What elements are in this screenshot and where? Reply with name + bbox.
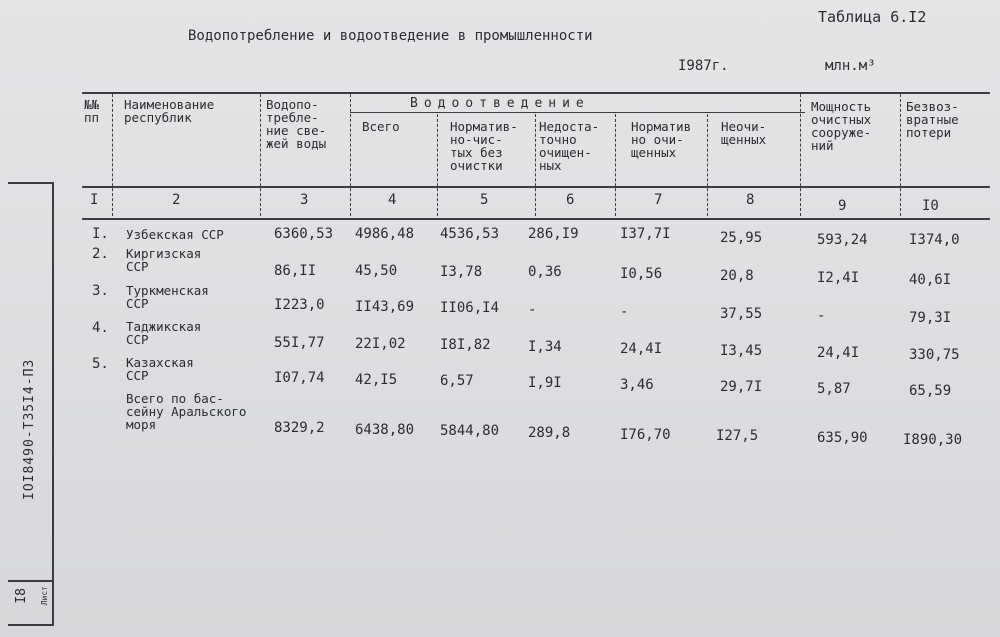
table-cell: 593,24 [817, 232, 868, 248]
table-cell: 3,46 [620, 377, 654, 393]
numbers-bottom-rule [82, 218, 990, 220]
table-cell: 86,II [274, 263, 317, 279]
col-sep [260, 94, 262, 216]
header-col-4: Всего [362, 119, 400, 134]
col-number: 6 [566, 192, 575, 208]
republic-name: Киргизская ССР [126, 246, 202, 274]
table-cell: I8I,82 [440, 337, 491, 353]
table-cell: 24,4I [620, 341, 663, 357]
table-cell: 42,I5 [355, 372, 398, 388]
table-cell: 55I,77 [274, 335, 325, 351]
table-cell: I37,7I [620, 226, 671, 242]
sheet-label: Лист [40, 586, 49, 606]
table-cell: 40,6I [909, 272, 952, 288]
table-cell: I0,56 [620, 266, 663, 282]
col-sep [615, 114, 617, 216]
table-number: Таблица 6.I2 [818, 8, 927, 26]
total-label: Всего по бас- сейну Аральского моря [126, 391, 247, 432]
table-cell: II43,69 [355, 299, 415, 315]
row-number: 2. [92, 246, 109, 262]
table-top-rule [82, 92, 990, 94]
col-number: 5 [480, 192, 489, 208]
col-sep [900, 94, 902, 216]
col-sep [437, 114, 439, 216]
republic-name: Узбекская ССР [126, 227, 224, 242]
col-number: I0 [922, 198, 939, 214]
document-code: IOI8490-Т35I4-ПЗ [22, 358, 37, 500]
row-number: 4. [92, 320, 109, 336]
republic-name: Таджикская ССР [126, 319, 202, 347]
table-cell-total: I76,70 [620, 427, 671, 443]
col-number: I [90, 192, 99, 208]
table-cell-total: 8329,2 [274, 420, 325, 436]
table-cell: 29,7I [720, 379, 763, 395]
table-cell-total: 635,90 [817, 430, 868, 446]
table-cell: I2,4I [817, 270, 860, 286]
table-cell: 6360,53 [274, 226, 334, 242]
header-col-3: Водопо- требле- ние све- жей воды [266, 97, 327, 151]
table-cell: 37,55 [720, 306, 763, 322]
header-col-1: №№ пп [84, 97, 100, 125]
col-sep [112, 94, 114, 216]
table-cell: 6,57 [440, 373, 474, 389]
table-cell-total: 289,8 [528, 425, 571, 441]
table-cell: - [528, 302, 537, 318]
table-cell: 330,75 [909, 347, 960, 363]
table-cell: 45,50 [355, 263, 398, 279]
year-label: I987г. [678, 58, 729, 74]
header-col-10: Безвоз- вратные потери [906, 99, 959, 140]
table-cell: I374,0 [909, 232, 960, 248]
header-col-7: Норматив но очи- щенных [631, 119, 692, 160]
republic-name: Казахская ССР [126, 355, 194, 383]
col-number: 4 [388, 192, 397, 208]
header-group-drainage: Водоотведение [410, 96, 590, 111]
col-sep [707, 114, 709, 216]
header-col-6: Недоста- точно очищен- ных [539, 119, 600, 173]
table-cell: 24,4I [817, 345, 860, 361]
table-cell: 25,95 [720, 230, 763, 246]
col-sep [350, 94, 352, 216]
table-cell: 22I,02 [355, 336, 406, 352]
table-cell: I,9I [528, 375, 562, 391]
table-cell-total: I27,5 [716, 428, 759, 444]
table-cell: 0,36 [528, 264, 562, 280]
col-number: 3 [300, 192, 309, 208]
table-cell: 5,87 [817, 381, 851, 397]
table-cell: II06,I4 [440, 300, 500, 316]
table-cell: - [817, 308, 826, 324]
col-sep [535, 114, 537, 216]
row-number: I. [92, 226, 109, 242]
row-number: 3. [92, 283, 109, 299]
table-cell: I3,78 [440, 264, 483, 280]
table-cell-total: 5844,80 [440, 423, 500, 439]
table-cell: I07,74 [274, 370, 325, 386]
col-number: 8 [746, 192, 755, 208]
table-cell-total: I890,30 [903, 432, 963, 448]
sheet-number: I8 [14, 588, 29, 604]
table-cell: I3,45 [720, 343, 763, 359]
unit-label: млн.м³ [825, 58, 876, 74]
table-cell: I223,0 [274, 297, 325, 313]
group-rule [350, 112, 805, 113]
table-cell-total: 6438,80 [355, 422, 415, 438]
table-cell: 4986,48 [355, 226, 415, 242]
col-number: 9 [838, 198, 847, 214]
table-cell: 20,8 [720, 268, 754, 284]
header-col-8: Неочи- щенных [721, 119, 767, 147]
header-col-5: Норматив- но-чис- тых без очистки [450, 119, 518, 173]
table-cell: - [620, 304, 629, 320]
table-cell: 286,I9 [528, 226, 579, 242]
col-number: 7 [654, 192, 663, 208]
table-cell: I,34 [528, 339, 562, 355]
republic-name: Туркменская ССР [126, 283, 209, 311]
header-col-9: Мощность очистных сооруже- ний [811, 99, 872, 153]
col-sep [800, 94, 802, 216]
document-title: Водопотребление и водоотведение в промышленности [188, 28, 593, 44]
table-cell: 4536,53 [440, 226, 500, 242]
header-col-2: Наименование республик [124, 97, 215, 125]
table-cell: 65,59 [909, 383, 952, 399]
table-cell: 79,3I [909, 310, 952, 326]
col-number: 2 [172, 192, 181, 208]
row-number: 5. [92, 356, 109, 372]
